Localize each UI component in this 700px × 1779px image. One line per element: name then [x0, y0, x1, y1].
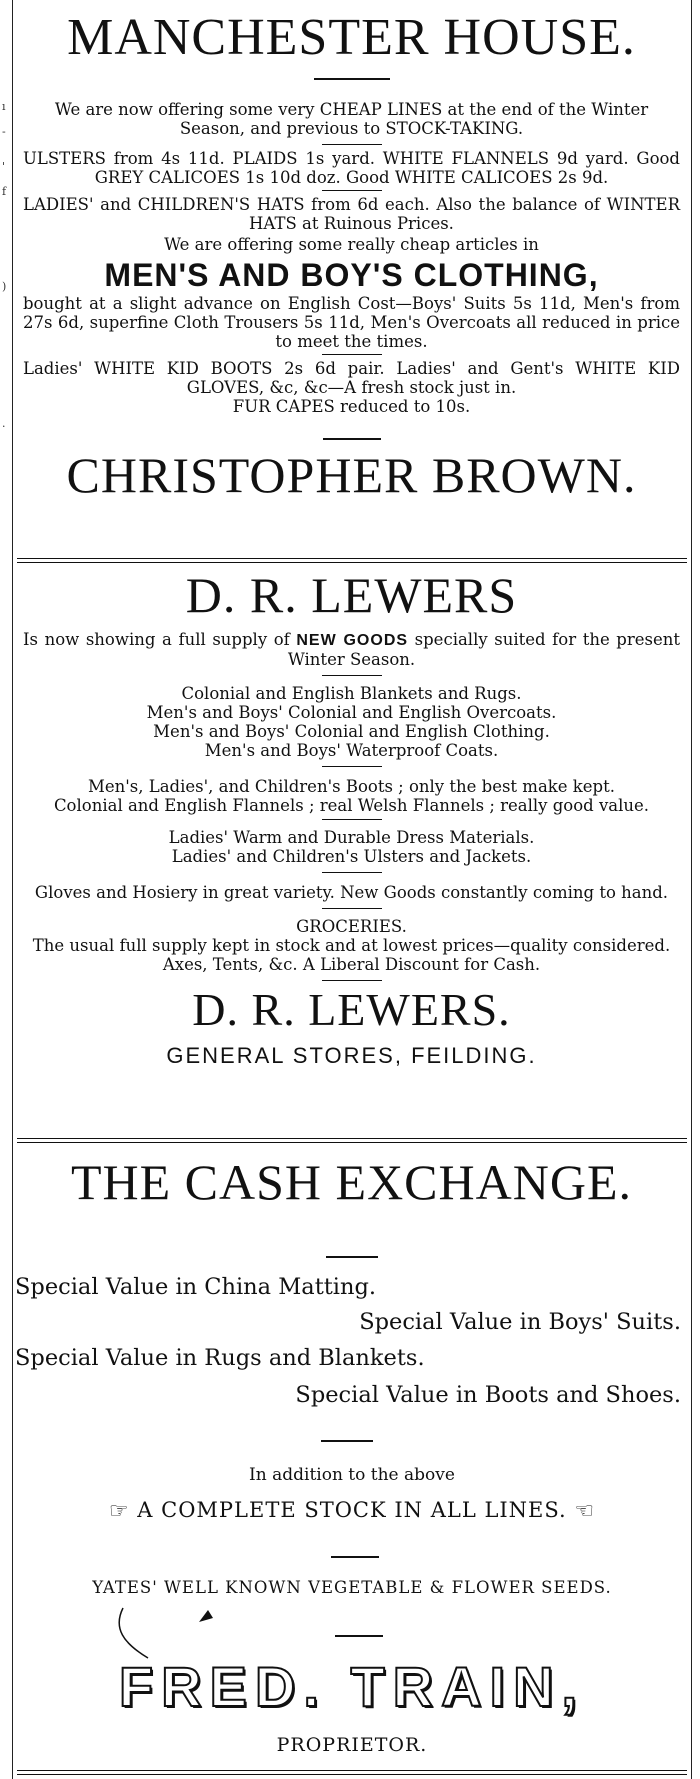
value-line-3: Special Value in Rugs and Blankets.: [15, 1345, 425, 1371]
pointing-hand-right-icon: ☞: [108, 1499, 130, 1524]
list-item: Men's and Boys' Colonial and English Overcoats.: [146, 703, 557, 722]
intro-pre: Is now showing a full supply of: [23, 630, 290, 649]
capes-text: FUR CAPES reduced to 10s.: [232, 397, 471, 416]
new-goods-bold: NEW GOODS: [296, 632, 409, 649]
divider: [322, 144, 382, 145]
groceries-heading: GROCERIES.: [296, 917, 407, 936]
divider: [322, 675, 382, 676]
value-line-2: Special Value in Boys' Suits.: [359, 1309, 681, 1335]
section-divider: [17, 1138, 687, 1143]
section-divider: [17, 558, 687, 563]
value-line-1: Special Value in China Matting.: [15, 1274, 377, 1300]
list-group-1: [23, 684, 680, 760]
bottom-divider: [17, 1770, 687, 1775]
newspaper-page: [12, 0, 692, 1779]
clothing-heading: MEN'S AND BOY'S CLOTHING,: [104, 257, 599, 293]
value-line-4: Special Value in Boots and Shoes.: [295, 1382, 681, 1408]
intro-post: specially suited for the present Winter Season.: [287, 630, 680, 669]
intro-text: We are now offering some very CHEAP LINES at the end of the Winter Season, and previous to STOCK-TAKING.: [54, 100, 649, 138]
divider: [323, 438, 381, 440]
list-group-3: [23, 828, 680, 866]
hats-text: LADIES' and CHILDREN'S HATS from 6d each. Also the balance of WINTER HATS at Ruinous Prices.: [23, 195, 680, 233]
stock-line: [13, 1498, 691, 1524]
list-group-2: [23, 777, 680, 815]
offering-text: We are offering some really cheap articles in: [164, 235, 539, 254]
lewers-ad: [13, 566, 690, 1069]
axes-text: Axes, Tents, &c. A Liberal Discount for Cash.: [162, 955, 541, 974]
proprietor-text: PROPRIETOR.: [276, 1734, 428, 1756]
divider: [322, 980, 382, 981]
boots-text: Ladies' WHITE KID BOOTS 2s 6d pair. Ladies' and Gent's WHITE KID GLOVES, &c, &c—A fresh stock just in.: [23, 359, 680, 397]
manchester-house-ad: [13, 0, 690, 504]
divider: [335, 1635, 383, 1637]
divider: [322, 354, 382, 355]
cash-exchange-ad: [13, 1150, 690, 1258]
divider: [322, 819, 382, 820]
list-item: Colonial and English Flannels ; real Welsh Flannels ; really good value.: [53, 796, 650, 815]
addition-text: In addition to the above: [249, 1465, 455, 1485]
lewers-intro: [23, 630, 680, 669]
divider: [314, 78, 390, 80]
ulsters-text: ULSTERS from 4s 11d. PLAIDS 1s yard. WHITE FLANNELS 9d yard. Good GREY CALICOES 1s 10d doz. Good WHITE CALICOES 2s 9d.: [23, 149, 680, 187]
divider: [322, 908, 382, 909]
fred-train-name: FRED. TRAIN,: [118, 1655, 586, 1718]
divider: [322, 872, 382, 873]
pointing-hand-left-icon: ☜: [574, 1499, 596, 1524]
groceries-body: The usual full supply kept in stock and at lowest prices—quality considered.: [32, 936, 671, 955]
gloves-text: Gloves and Hosiery in great variety. New Goods constantly coming to hand.: [34, 883, 669, 902]
stock-text: A COMPLETE STOCK IN ALL LINES.: [137, 1498, 567, 1522]
divider: [331, 1556, 379, 1558]
list-item: Colonial and English Blankets and Rugs.: [181, 684, 522, 703]
divider: [326, 1256, 378, 1258]
list-item: Men's and Boys' Waterproof Coats.: [204, 741, 499, 760]
list-item: Ladies' and Children's Ulsters and Jackets.: [171, 847, 532, 866]
list-item: Men's and Boys' Colonial and English Clothing.: [153, 722, 550, 741]
cash-title: THE CASH EXCHANGE.: [70, 1154, 633, 1210]
divider: [322, 766, 382, 767]
list-item: Men's, Ladies', and Children's Boots ; only the best make kept.: [87, 777, 615, 796]
lewers-footer-sub: GENERAL STORES, FEILDING.: [166, 1043, 537, 1068]
manchester-title: MANCHESTER HOUSE.: [67, 9, 636, 66]
list-item: Ladies' Warm and Durable Dress Materials.: [168, 828, 535, 847]
divider: [322, 190, 382, 191]
lewers-title: D. R. LEWERS: [185, 567, 518, 623]
lewers-footer-name: D. R. LEWERS.: [192, 984, 511, 1035]
christopher-brown: CHRISTOPHER BROWN.: [66, 447, 637, 503]
clothing-body: bought at a slight advance on English Cost—Boys' Suits 5s 11d, Men's from 27s 6d, superfine Cloth Trousers 5s 11d, Men's Overcoats all reduced in price to meet the times.: [23, 294, 680, 351]
seeds-text: YATES' WELL KNOWN VEGETABLE & FLOWER SEEDS.: [92, 1578, 612, 1597]
left-margin-marks: ı - ' f ) ·: [2, 100, 7, 433]
divider: [321, 1440, 373, 1442]
